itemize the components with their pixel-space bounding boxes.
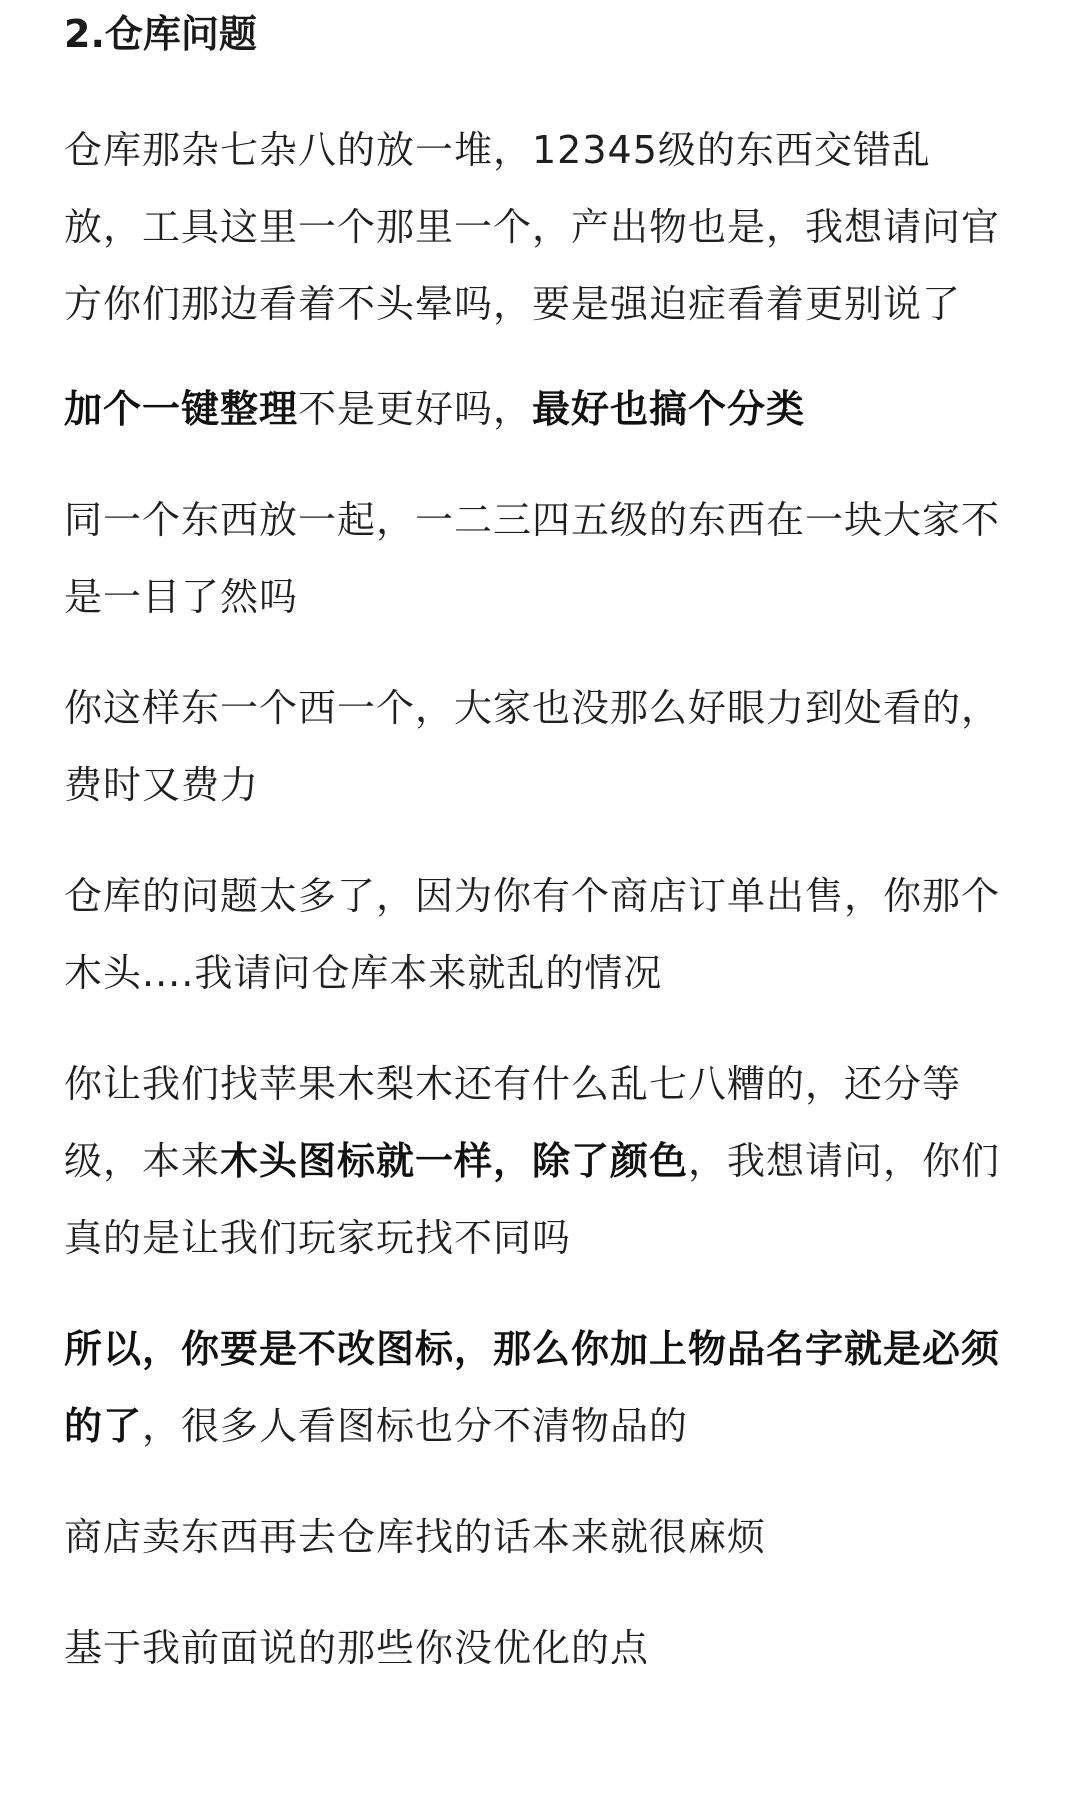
emphasis-same-icon: 木头图标就一样，除了颜色 (220, 1139, 689, 1183)
paragraph-item-names (64, 1311, 1004, 1465)
paragraph-wood-icons (64, 1046, 1004, 1277)
paragraph-text: ，我想请问，你们真的是让我们玩家玩找不同吗 (64, 1139, 1001, 1260)
paragraph-unoptimized-points: 基于我前面说的那些你没优化的点 (64, 1626, 650, 1670)
paragraph-scattered-items: 你这样东一个西一个，大家也没那么好眼力到处看的，费时又费力 (64, 686, 1001, 807)
paragraph-text: 你让我们找苹果木梨木还有什么乱七八糟的，还分等级，本来 (64, 1062, 962, 1183)
paragraph-one-click-sort (64, 371, 1004, 448)
section-heading: 2.仓库问题 (64, 12, 257, 56)
paragraph-shop-trouble: 商店卖东西再去仓库找的话本来就很麻烦 (64, 1515, 767, 1559)
article-body (64, 0, 1004, 1687)
emphasis-one-click-sort: 加个一键整理 (64, 387, 299, 431)
paragraph-warehouse-mess: 仓库那杂七杂八的放一堆，12345级的东西交错乱放，工具这里一个那里一个，产出物也是，我想请问官方你们那边看着不头晕吗，要是强迫症看着更别说了 (64, 128, 1001, 326)
paragraph-shop-orders: 仓库的问题太多了，因为你有个商店订单出售，你那个木头....我请问仓库本来就乱的情况 (64, 874, 1001, 995)
paragraph-text: ，很多人看图标也分不清物品的 (142, 1404, 689, 1448)
emphasis-categorize: 最好也搞个分类 (532, 387, 806, 431)
paragraph-group-items: 同一个东西放一起，一二三四五级的东西在一块大家不是一目了然吗 (64, 498, 1001, 619)
emphasis-item-names-required: 所以，你要是不改图标，那么你加上物品名字就是必须的了 (64, 1327, 1001, 1448)
paragraph-text: 不是更好吗， (298, 387, 533, 431)
